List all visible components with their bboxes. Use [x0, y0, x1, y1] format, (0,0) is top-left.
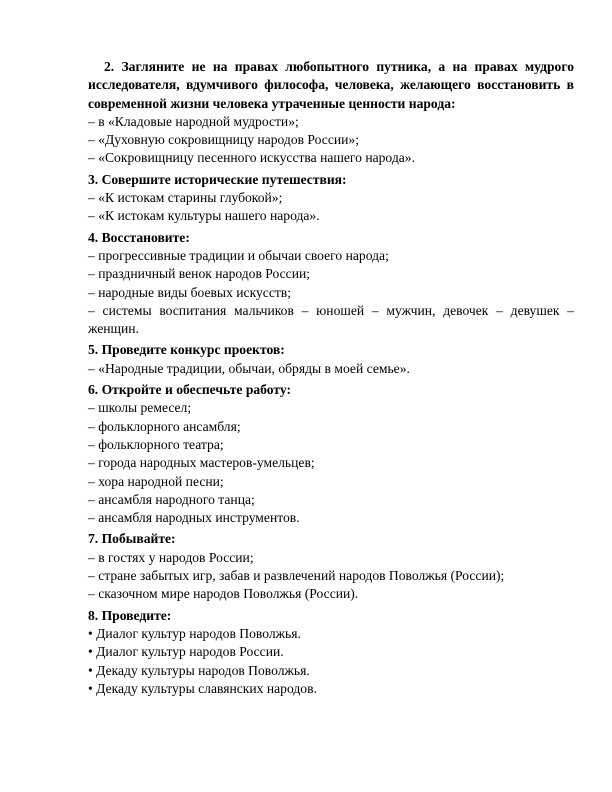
document-page — [88, 58, 574, 698]
list-item: – народные виды боевых искусств; — [88, 284, 291, 300]
list-item: • Диалог культур народов Поволжья. — [88, 625, 301, 641]
section-4 — [88, 229, 574, 339]
list-item: – фольклорного ансамбля; — [88, 418, 241, 434]
section-3 — [88, 171, 574, 226]
section-heading: 8. Проведите: — [88, 607, 172, 623]
list-item: – прогрессивные традиции и обычаи своего народа; — [88, 247, 389, 263]
list-item: – стране забытых игр, забав и развлечений народов Поволжья (России); — [88, 568, 505, 584]
section-heading: 6. Откройте и обеспечьте работу: — [88, 382, 292, 398]
list-item: – ансамбля народных инструментов. — [88, 510, 300, 526]
list-item: – фольклорного театра; — [88, 436, 224, 452]
list-item: • Декаду культуры народов Поволжья. — [88, 662, 310, 678]
section-heading: 3. Совершите исторические путешествия: — [88, 171, 347, 187]
list-item: – «Народные традиции, обычаи, обряды в моей семье». — [88, 360, 410, 376]
list-item: – хора народной песни; — [88, 473, 224, 489]
section-heading: 7. Побывайте: — [88, 531, 176, 547]
section-heading: 4. Восстановите: — [88, 229, 190, 245]
section-8 — [88, 607, 574, 698]
list-item: – города народных мастеров-умельцев; — [88, 455, 315, 471]
section-heading: 5. Проведите конкурс проектов: — [88, 342, 285, 358]
section-6 — [88, 381, 574, 527]
list-item: – «Духовную сокровищницу народов России»; — [88, 132, 359, 148]
section-7 — [88, 530, 574, 603]
list-item: – праздничный венок народов России; — [88, 266, 311, 282]
list-item: • Диалог культур народов России. — [88, 644, 284, 660]
list-item: – в гостях у народов России; — [88, 549, 254, 565]
section-5 — [88, 341, 574, 378]
list-item: • Декаду культуры славянских народов. — [88, 680, 317, 696]
section-heading: 2. Загляните не на правах любопытного путника, а на правах мудрого исследователя, вдумчивого философа, человека, желающего восстановить в современной жизни человека утраченные ценности народа: — [88, 59, 574, 111]
list-item: – «Сокровищницу песенного искусства нашего народа». — [88, 150, 415, 166]
list-item: – ансамбля народного танца; — [88, 491, 255, 507]
list-item: – в «Кладовые народной мудрости»; — [88, 113, 299, 129]
list-item: – сказочном мире народов Поволжья (России). — [88, 586, 359, 602]
list-item: – «К истокам старины глубокой»; — [88, 190, 283, 206]
section-2 — [88, 58, 574, 168]
list-item: – системы воспитания мальчиков – юношей – мужчин, девочек – девушек – женщин. — [88, 302, 574, 337]
list-item: – «К истокам культуры нашего народа». — [88, 208, 320, 224]
list-item: – школы ремесел; — [88, 400, 192, 416]
